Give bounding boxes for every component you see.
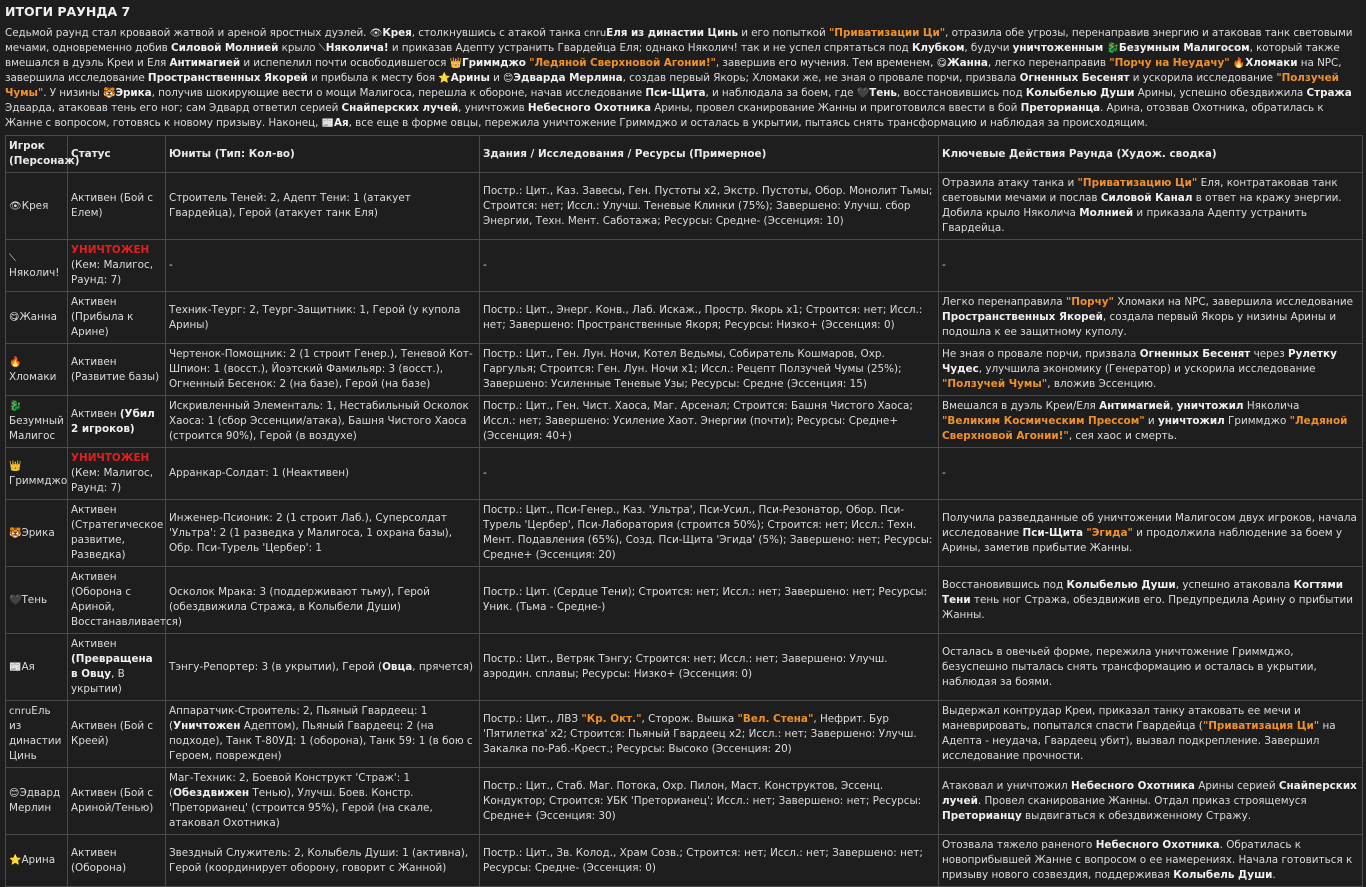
text-segment: - xyxy=(169,259,173,271)
text-segment: , отразила обе угрозы, перенаправив энергию и атаковав танк световыми мечами, одновременно добив xyxy=(5,27,1353,54)
table-row xyxy=(6,448,1363,500)
actions-cell xyxy=(939,344,1363,396)
player-name: Няколич! xyxy=(9,266,60,279)
text-segment: . xyxy=(1272,869,1276,881)
text-segment: Активен xyxy=(71,407,120,420)
player-cell xyxy=(6,448,68,500)
actions-cell xyxy=(939,173,1363,240)
highlight-text: "Кр. Окт." xyxy=(581,712,642,725)
text-segment: и ускорила исследование xyxy=(1129,72,1277,84)
player-name: Тень xyxy=(21,593,48,606)
bold-text: Обездвижен xyxy=(173,787,250,799)
buildings-cell xyxy=(480,768,939,835)
text-segment: Активен (Бой с Креей) xyxy=(71,720,154,747)
units-cell xyxy=(166,835,480,887)
table-row xyxy=(6,173,1363,240)
units-cell xyxy=(166,396,480,448)
bold-text: Овца xyxy=(382,660,413,673)
newspaper-icon: 📰 xyxy=(9,661,22,673)
highlight-text: "Эгида" xyxy=(1086,526,1133,539)
header-status: Статус xyxy=(68,136,166,173)
units-cell xyxy=(166,240,480,292)
text-segment: , будучи xyxy=(964,42,1013,54)
table-row xyxy=(6,500,1363,567)
bold-text: Пси-Щита xyxy=(645,87,706,99)
bold-text: Огненных Бесенят xyxy=(1019,72,1130,84)
table-row xyxy=(6,835,1363,887)
text-segment: Осталась в овечьей форме, пережила уничтожение Гриммджо, безуспешно пыталась снять трансформацию и осталась в укрытии, наблюдая за боями. xyxy=(942,645,1317,688)
text-segment: Активен (Оборона) xyxy=(71,846,127,874)
bold-text: Когтями Тени xyxy=(942,578,1344,606)
table-row xyxy=(6,701,1363,768)
bold-text: Эдварда Мерлина xyxy=(513,72,623,84)
highlight-text: "Ползучей Чумы" xyxy=(5,72,1339,99)
buildings-cell xyxy=(480,292,939,344)
buildings-cell xyxy=(480,835,939,887)
text-segment: Постр.: Цит., Энерг. Конв., Лаб. Искаж., Простр. Якорь x1; Строится: нет; Иссл.: нет; Завершено: Пространственные Якоря; Ресурсы: Низко+ (Эссенция: 0) xyxy=(483,303,923,331)
text-segment: Тэнгу-Репортер: 3 (в укрытии), Герой ( xyxy=(169,660,383,673)
text-segment: и прибыла к месту боя xyxy=(307,72,439,84)
bold-text: Пространственных Якорей xyxy=(147,72,308,84)
status-cell xyxy=(68,701,166,768)
bold-text: Пространственных Якорей xyxy=(942,311,1103,323)
text-segment: Вмешался в дуэль Креи/Еля xyxy=(942,400,1100,412)
bold-text: Преторианцу xyxy=(942,809,1022,822)
bold-text: Колыбель Души xyxy=(1173,869,1273,881)
text-segment: Няколича xyxy=(1243,400,1300,412)
table-header-row xyxy=(6,136,1363,173)
units-cell xyxy=(166,344,480,396)
text-segment: . Обратилась к новоприбывшей Жанне с вопросом о ее намерениях. Начала готовиться к призыву нового созвездия, поддерживая xyxy=(942,839,1353,881)
table-row xyxy=(6,396,1363,448)
table-row xyxy=(6,634,1363,701)
text-segment: Хломаки на NPC, завершила исследование xyxy=(1113,296,1353,308)
text-segment: Постр.: Цит., Зв. Колод., Храм Созв.; Строится: нет; Иссл.: нет; Завершено: нет; Ресурсы: Средне- (Эссенция: 0) xyxy=(483,846,923,874)
player-cell xyxy=(6,567,68,634)
player-cell xyxy=(6,344,68,396)
header-player: Игрок (Персонаж) xyxy=(6,136,68,173)
text-segment: Инженер-Псионик: 2 (1 строит Лаб.), Суперсолдат 'Ультра': 2 (1 разведка у Малигоса, 1 охрана базы), Обр. Пси-Турель 'Цербер': 1 xyxy=(169,511,453,554)
text-segment: Еля, контратаковав танк световыми мечами и послав xyxy=(942,177,1338,204)
text-segment: (Кем: Малигос, Раунд: 7) xyxy=(71,467,154,494)
status-cell xyxy=(68,634,166,701)
text-segment: - xyxy=(483,467,487,479)
text-segment: Искривленный Элементаль: 1, Нестабильный Осколок Хаоса: 1 (сбор Эссенции/атака), Башня Чистого Хаоса (строится 90%), Герой (в воздухе) xyxy=(169,400,469,442)
text-segment: . Провел сканирование Жанны. Отдал приказ строящемуся xyxy=(977,794,1307,807)
highlight-text: "Приватизации Ци" xyxy=(828,27,946,39)
smile-face-icon: 😊 xyxy=(9,788,20,799)
bold-text: Силовой Канал xyxy=(1100,192,1193,204)
text-segment: и xyxy=(489,72,504,84)
bold-text: уничтожил xyxy=(1176,400,1244,412)
dragon-icon: 🐉 xyxy=(1106,43,1119,54)
text-segment: через xyxy=(1250,348,1288,360)
text-segment: . У низины xyxy=(43,87,104,99)
status-cell xyxy=(68,835,166,887)
bold-text: Тень xyxy=(869,87,897,99)
text-segment: и испепелил почти освободившегося xyxy=(240,57,450,69)
text-segment: Строитель Теней: 2, Адепт Тени: 1 (атакует Гвардейца), Герой (атакует танк Еля) xyxy=(169,192,411,219)
text-segment: Постр.: Цит., ЛВЗ xyxy=(483,712,582,725)
actions-cell xyxy=(939,448,1363,500)
text-segment: Аппаратчик-Строитель: 2, Пьяный Гвардеец: 1 ( xyxy=(169,705,428,732)
text-segment: , Нефрит. Бур 'Пятилетка' x2; Строится: Пьяный Гвардеец x2; Иссл.: нет; Завершено: Улучш. Закалка по-Раб.-Крест.; Ресурсы: Высоко (Эссенция: 20) xyxy=(483,712,917,755)
highlight-text: "Вел. Стена" xyxy=(737,712,814,725)
text-segment: , завершив его мучения. Тем временем, xyxy=(715,57,937,69)
text-segment: , В укрытии) xyxy=(71,668,125,695)
status-cell xyxy=(68,500,166,567)
text-segment: на NPC, завершила исследование xyxy=(5,57,1342,84)
text-segment: - xyxy=(942,467,946,479)
crown-icon: 👑 xyxy=(9,460,22,472)
text-segment: , создав первый Якорь; Хломаки же, не зная о провале порчи, призвала xyxy=(622,72,1020,84)
text-segment: Постр.: Цит. (Сердце Тени); Строится: нет; Иссл.: нет; Завершено: нет; Ресурсы: Уник. (Тьма - Средне-) xyxy=(483,586,927,613)
text-segment: Активен (Оборона с Ариной, Восстанавливается) xyxy=(71,571,182,628)
text-segment: , вложив Эссенцию. xyxy=(1047,378,1157,390)
bold-text: Жанна xyxy=(946,57,988,69)
table-row xyxy=(6,768,1363,835)
player-name: Эдвард Мерлин xyxy=(9,787,61,814)
player-name: Гриммджо xyxy=(9,474,68,487)
text-segment: Эдварда, атаковав тень его ног; сам Эдвард ответил серией xyxy=(5,102,342,114)
tiger-icon: 🐯 xyxy=(9,527,22,539)
player-name: Безумный Малигос xyxy=(9,415,64,442)
player-name: Арина xyxy=(21,854,56,866)
bold-text: Колыбелью Души xyxy=(1025,87,1135,99)
bold-text: Преторианца xyxy=(1020,102,1100,114)
highlight-text: "Ледяной Сверхновой Агонии!" xyxy=(942,415,1348,442)
smile-icon: 😋 xyxy=(936,58,947,69)
star-icon: ⭐ xyxy=(438,73,451,84)
buildings-cell xyxy=(480,448,939,500)
status-cell xyxy=(68,292,166,344)
text-segment: , и наблюдала за боем, где xyxy=(705,87,857,99)
bold-text: Молнией xyxy=(1079,207,1134,219)
bold-text: Гриммджо xyxy=(462,57,526,69)
text-segment: Арранкар-Солдат: 1 (Неактивен) xyxy=(169,467,350,479)
player-cell xyxy=(6,768,68,835)
bold-text: уничтожил xyxy=(1157,415,1225,427)
text-segment: Техник-Теург: 2, Теург-Защитник: 1, Герой (у купола Арины) xyxy=(169,303,461,331)
units-cell xyxy=(166,500,480,567)
tiger-icon: 🐯 xyxy=(103,88,116,99)
text-segment: тень ног Стража, обездвижив его. Предупредила Арину о прибытии Жанны. xyxy=(942,593,1354,621)
text-segment: Легко перенаправила xyxy=(942,296,1066,308)
table-row xyxy=(6,292,1363,344)
bold-text: Хломаки xyxy=(1245,57,1298,69)
status-cell xyxy=(68,344,166,396)
smile-icon: 😋 xyxy=(9,312,20,323)
player-name: Ель из династии Цинь xyxy=(9,705,62,762)
text-segment: Активен (Развитие базы) xyxy=(71,355,160,383)
bold-text: Силовой Молнией xyxy=(171,42,279,54)
text-segment: , восстановившись под xyxy=(896,87,1026,99)
player-name: Крея xyxy=(21,199,49,212)
units-cell xyxy=(166,292,480,344)
text-segment: . Арина, отозвав Охотника, обратилась к Жанне с вопросом, готовясь к новому призыву. Наконец, xyxy=(5,102,1324,129)
bold-text: уничтоженным xyxy=(1012,42,1104,54)
destroyed-label: УНИЧТОЖЕН xyxy=(71,244,150,256)
actions-cell xyxy=(939,634,1363,701)
status-cell xyxy=(68,448,166,500)
text-segment: Постр.: Цит., Ген. Чист. Хаоса, Маг. Арсенал; Строится: Башня Чистого Хаоса; Иссл.: нет; Завершено: Усиление Хаот. Энергии (почти); Ресурсы: Средне+ (Эссенция: 40+) xyxy=(483,400,913,442)
fire-icon: 🔥 xyxy=(9,356,22,368)
text-segment: Активен xyxy=(71,638,117,650)
text-segment: Постр.: Цит., Ген. Лун. Ночи, Котел Ведьмы, Собиратель Кошмаров, Охр. Гаргулья; Строится: Ген. Лун. Ночи x1; Иссл.: Рецепт Ползучей Чумы (25%); Завершено: Усиленные Теневые Узы; Ресурсы: Средне (Эссенция: 15) xyxy=(483,348,902,390)
text-segment: , xyxy=(1170,400,1177,412)
text-segment: Выдержал контрудар Креи, приказал танку атаковать ее мечи и маневрировать, попытался спасти Гвардейца ( xyxy=(942,705,1301,732)
bold-text: Рулетку Чудес xyxy=(942,348,1337,375)
round-summary xyxy=(5,26,1362,131)
bold-text: Пси-Щита xyxy=(1022,526,1084,539)
bold-text: Снайперских лучей xyxy=(341,102,459,114)
text-segment: , успешно атаковала xyxy=(1175,578,1294,591)
bold-text: Огненных Бесенят xyxy=(1139,348,1251,360)
actions-cell xyxy=(939,567,1363,634)
text-segment: , прячется) xyxy=(412,660,474,673)
newspaper-icon: 📰 xyxy=(321,118,334,129)
units-cell xyxy=(166,768,480,835)
player-cell xyxy=(6,240,68,292)
text-segment: - xyxy=(942,259,946,271)
buildings-cell xyxy=(480,567,939,634)
cnru-icon: cnru xyxy=(584,28,607,39)
text-segment: , все еще в форме овцы, пережила уничтожение Гриммджо и осталась в укрытии, пытаясь снять трансформацию и наблюдая за происходящим. xyxy=(348,117,1148,129)
text-segment: Арины, успешно обездвижила xyxy=(1134,87,1307,99)
table-row xyxy=(6,344,1363,396)
text-segment: и xyxy=(1144,415,1158,427)
header-buildings: Здания / Исследования / Ресурсы (Примерное) xyxy=(480,136,939,173)
text-segment: Седьмой раунд стал кровавой жатвой и ареной яростных дуэлей. xyxy=(5,27,370,39)
player-cell xyxy=(6,835,68,887)
actions-cell xyxy=(939,835,1363,887)
status-cell xyxy=(68,173,166,240)
bold-text: Уничтожен xyxy=(173,720,241,732)
bold-text: Безумным Малигосом xyxy=(1118,42,1250,54)
text-segment: , улучшила экономику (Генератор) и ускорила исследование xyxy=(978,363,1316,375)
bold-text: Стража xyxy=(1306,87,1352,99)
player-cell xyxy=(6,396,68,448)
buildings-cell xyxy=(480,173,939,240)
text-segment: Отозвала тяжело раненого xyxy=(942,839,1096,851)
fire-icon: 🔥 xyxy=(1232,58,1246,69)
player-cell xyxy=(6,500,68,567)
highlight-text: "Порчу" xyxy=(1065,296,1114,308)
bold-text: Небесного Охотника xyxy=(1070,779,1195,792)
round-table xyxy=(5,135,1363,887)
status-cell xyxy=(68,768,166,835)
text-segment: Адептом), Пьяный Гвардеец: 2 (на подходе), Танк Т-80УД: 1 (оборона), Танк 59: 1 (в бою с Героем, поврежден) xyxy=(169,720,473,762)
buildings-cell xyxy=(480,701,939,768)
header-units: Юниты (Тип: Кол-во) xyxy=(166,136,480,173)
highlight-text: "Ледяной Сверхновой Агонии!" xyxy=(529,57,716,69)
text-segment: (Кем: Малигос, Раунд: 7) xyxy=(71,259,154,286)
text-segment: Гриммджо xyxy=(1224,415,1290,427)
eye-icon: 👁 xyxy=(369,28,383,39)
actions-cell xyxy=(939,500,1363,567)
bold-text: Крея xyxy=(382,27,412,39)
text-segment: Активен (Бой с Елем) xyxy=(71,192,154,219)
page-title: ИТОГИ РАУНДА 7 xyxy=(5,4,131,19)
cnru-icon: cnru xyxy=(9,706,32,717)
buildings-cell xyxy=(480,240,939,292)
bold-text: Ая xyxy=(333,117,349,129)
eye-icon: 👁 xyxy=(9,200,22,212)
text-segment: , который также вмешался в дуэль Креи и Еля xyxy=(5,42,1340,69)
crown-icon: 👑 xyxy=(449,58,463,69)
dragon-icon: 🐉 xyxy=(9,401,22,412)
text-segment: Осколок Мрака: 3 (поддерживают тьму), Герой (обездвижила Стража, в Колыбели Души) xyxy=(169,586,430,613)
units-cell xyxy=(166,173,480,240)
player-name: Ая xyxy=(21,660,35,673)
heart-icon: 🖤 xyxy=(9,594,22,606)
player-name: Жанна xyxy=(19,311,57,323)
text-segment: Чертенок-Помощник: 2 (1 строит Генер.), Теневой Кот-Шпион: 1 (восст.), Йоэтский Фамильяр: 3 (восст.), Огненный Бесенок: 2 (на базе), Герой (на базе) xyxy=(169,348,473,390)
bold-text: (Превращена в Овцу xyxy=(71,653,153,680)
highlight-text: "Порчу на Неудачу" xyxy=(1109,57,1230,69)
actions-cell xyxy=(939,701,1363,768)
units-cell xyxy=(166,567,480,634)
text-segment: Активен (Бой с Ариной/Тенью) xyxy=(71,787,154,814)
sword-icon: ⟍ xyxy=(9,252,16,264)
text-segment: , создала первый Якорь у низины Арины и подошла к ее защитному куполу. xyxy=(942,311,1337,338)
player-name: Эрика xyxy=(21,526,55,539)
text-segment: Маг-Техник: 2, Боевой Конструкт 'Страж': 1 ( xyxy=(169,772,411,799)
destroyed-label: УНИЧТОЖЕН xyxy=(71,452,150,464)
table-row xyxy=(6,240,1363,292)
player-cell xyxy=(6,701,68,768)
smile-face-icon: 😊 xyxy=(503,73,514,84)
text-segment: на Адепта - неудача, Гвардеец убит), вызвал подкрепление. Завершил исследование прочности. xyxy=(942,720,1336,762)
text-segment: Получила разведданные об уничтожении Малигосом двух игроков, начала исследование xyxy=(942,511,1357,539)
text-segment: Звездный Служитель: 2, Колыбель Души: 1 (активна), Герой (координирует оборону, говорит с Жанной) xyxy=(169,846,469,874)
bold-text: Снайперских лучей xyxy=(942,779,1357,807)
heart-icon: 🖤 xyxy=(856,88,870,99)
buildings-cell xyxy=(480,396,939,448)
text-segment: и приказала Адепту устранить Гвардейца. xyxy=(942,207,1308,234)
bold-text: (Убил 2 игроков) xyxy=(71,407,155,435)
units-cell xyxy=(166,634,480,701)
actions-cell xyxy=(939,240,1363,292)
text-segment: , легко перенаправив xyxy=(987,57,1110,69)
text-segment: выдвигаться к обездвиженному Стражу. xyxy=(1021,809,1252,822)
text-segment: Постр.: Цит., Стаб. Маг. Потока, Охр. Пилон, Маст. Конструктов, Эссенц. Кондуктор; Строится: УБК 'Преторианец'; Иссл.: нет; Завершено: нет; Ресурсы: Средне+ (Эссенция: 30) xyxy=(483,779,922,822)
buildings-cell xyxy=(480,634,939,701)
status-cell xyxy=(68,567,182,634)
units-cell xyxy=(166,448,480,500)
text-segment: Не зная о провале порчи, призвала xyxy=(942,348,1140,360)
sword-icon: ⟍ xyxy=(318,43,326,54)
buildings-cell xyxy=(480,344,939,396)
bold-text: Эрика xyxy=(115,87,152,99)
actions-cell xyxy=(939,768,1363,835)
status-cell xyxy=(68,240,166,292)
bold-text: Няколича! xyxy=(325,42,389,54)
text-segment: и его попыткой xyxy=(737,27,829,39)
status-cell xyxy=(68,396,166,448)
text-segment: Атаковал и уничтожил xyxy=(942,779,1071,792)
bold-text: Клубком xyxy=(911,42,965,54)
text-segment: Тенью), Улучш. Боев. Констр. 'Преторианец' (строится 95%), Герой (на скале, атаковал Охотника) xyxy=(169,787,433,829)
text-segment: , сея хаос и смерть. xyxy=(1068,430,1178,442)
highlight-text: "Великим Космическим Прессом" xyxy=(942,415,1145,427)
text-segment: , уничтожив xyxy=(458,102,528,114)
text-segment: Постр.: Цит., Каз. Завесы, Ген. Пустоты x2, Экстр. Пустоты, Обор. Монолит Тьмы; Строится: нет; Иссл.: Улучш. Теневые Клинки (75%); Завершено: Улучш. сбор Энергии, Техн. Мент. Саботажа; Ресурсы: Средне- (Эссенция: 10) xyxy=(483,184,933,227)
bold-text: Небесного Охотника xyxy=(527,102,651,114)
bold-text: Антимагией xyxy=(1099,400,1171,412)
text-segment: Постр.: Цит., Пси-Генер., Каз. 'Ультра', Пси-Усил., Пси-Резонатор, Обор. Пси-Турель 'Цербер', Пси-Лаборатория (строится 50%); Строится: нет; Иссл.: Техн. Мент. Подавления (65%), Созд. Пси-Щита 'Эгида' (5%); Завершено: нет; Ресурсы: Средне+ (Эссенция: 20) xyxy=(483,504,933,561)
text-segment: Арины, провел сканирование Жанны и приготовился ввести в бой xyxy=(650,102,1021,114)
text-segment: , Сторож. Вышка xyxy=(641,712,738,725)
actions-cell xyxy=(939,292,1363,344)
highlight-text: "Ползучей Чумы" xyxy=(942,378,1048,390)
star-icon: ⭐ xyxy=(9,855,22,866)
text-segment: и продолжила наблюдение за боем у Арины, заметив прибытие Жанны. xyxy=(942,526,1343,554)
text-segment: Восстановившись под xyxy=(942,578,1067,591)
player-name: Хломаки xyxy=(9,370,57,383)
player-cell xyxy=(6,634,68,701)
text-segment: , получив шокирующие вести о мощи Малигоса, перешла к обороне, начав исследование xyxy=(151,87,646,99)
highlight-text: "Приватизацию Ци" xyxy=(1077,177,1198,189)
buildings-cell xyxy=(480,500,939,567)
actions-cell xyxy=(939,396,1363,448)
text-segment: Активен (Стратегическое развитие, Разведка) xyxy=(71,504,164,561)
text-segment: Постр.: Цит., Ветряк Тэнгу; Строится: нет; Иссл.: нет; Завершено: Улучш. аэродин. сплавы; Ресурсы: Низко+ (Эссенция: 0) xyxy=(483,653,888,680)
bold-text: Еля из династии Цинь xyxy=(606,27,738,39)
bold-text: Арины xyxy=(450,72,490,84)
text-segment: - xyxy=(483,259,487,271)
bold-text: Антимагией xyxy=(169,57,241,69)
player-cell xyxy=(6,292,68,344)
text-segment: Арины серией xyxy=(1194,779,1279,792)
highlight-text: "Приватизация Ци" xyxy=(1202,720,1320,732)
text-segment: Отразила атаку танка и xyxy=(942,177,1078,189)
table-row xyxy=(6,567,1363,634)
header-actions: Ключевые Действия Раунда (Худож. сводка) xyxy=(939,136,1363,173)
text-segment: в ответ на кражу энергии. Добила крыло Няколича xyxy=(942,192,1342,219)
bold-text: Колыбелью Души xyxy=(1066,578,1176,591)
bold-text: Небесного Охотника xyxy=(1095,839,1220,851)
text-segment: и приказав Адепту устранить Гвардейца Еля; однако Няколич! так и не успел спрятаться под xyxy=(388,42,912,54)
player-cell xyxy=(6,173,68,240)
units-cell xyxy=(166,701,480,768)
text-segment: Активен (Прибыла к Арине) xyxy=(71,296,134,338)
text-segment: , столкнувшись с атакой танка xyxy=(411,27,585,39)
text-segment: крыло xyxy=(278,42,319,54)
